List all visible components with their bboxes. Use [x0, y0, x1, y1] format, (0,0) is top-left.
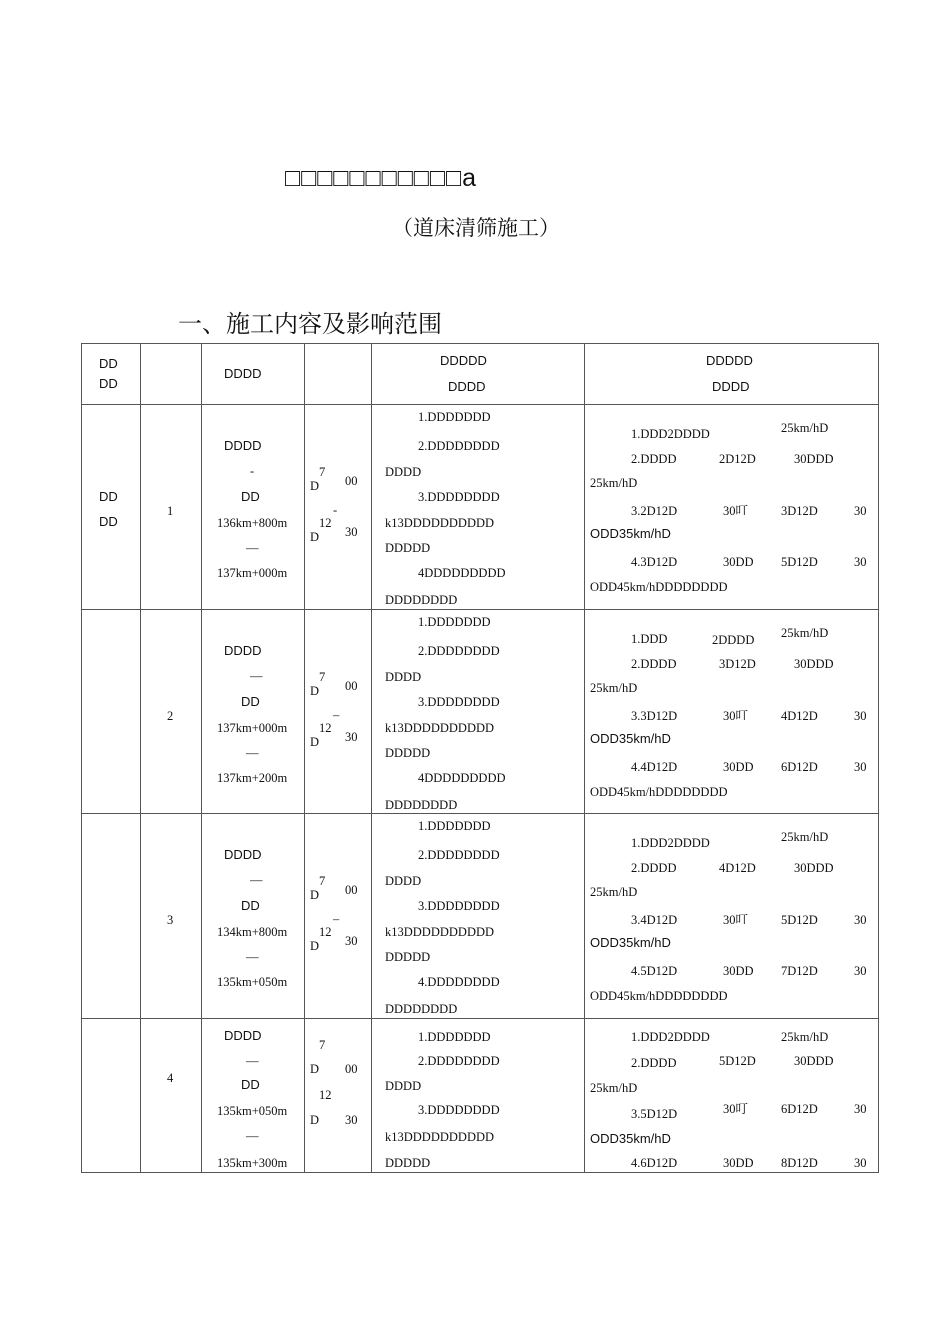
table-cell-km-end: 137km+000m — [217, 566, 288, 577]
table-cell-t-min1: 00 — [345, 883, 358, 897]
table-cell-t-min2: 30 — [345, 730, 358, 744]
table-cell-r2a: 2.DDDD — [631, 1056, 677, 1070]
table-cell-r4b: 30叮 — [723, 504, 749, 515]
table-cell-r3: 25km/hD — [590, 885, 638, 899]
table-cell-line-b: DD — [99, 514, 118, 529]
table-cell-c8: DDDDDDDD — [385, 1002, 458, 1016]
table-cell-km-start: 137km+000m — [217, 721, 288, 735]
table-cell-c8: DDDDDDDD — [385, 798, 458, 812]
table-cell-km-start: 136km+800m — [217, 516, 288, 530]
header-cell: DDDDD — [706, 353, 753, 368]
table-cell-t-top-b: D — [310, 684, 320, 695]
table-cell-c3: DDDD — [385, 874, 422, 888]
table-cell-r1a: 1.DDD2DDDD — [631, 1030, 710, 1044]
table-cell-r6b: 30DD — [723, 555, 754, 566]
table-cell-c7: 4DDDDDDDDD — [418, 771, 506, 782]
table-cell-r4a: 3.3D12D — [631, 709, 678, 720]
table-cell-r4a: 3.2D12D — [631, 504, 678, 515]
table-cell-km-end: 135km+050m — [217, 975, 288, 986]
table-cell-c4: 3.DDDDDDDD — [418, 695, 500, 706]
table-cell-r4d: 30 — [854, 504, 867, 515]
section-heading: 一、施工内容及影响范围 — [178, 310, 442, 338]
table-cell-r2a: 2.DDDD — [631, 861, 677, 872]
header-cell: DD — [99, 356, 118, 371]
table-cell-r4b: 30叮 — [723, 709, 749, 720]
table-cell-seq: 1 — [167, 504, 174, 518]
table-cell-r6b: 30DD — [723, 760, 754, 771]
document-title: □□□□□□□□□□□a — [285, 164, 478, 192]
table-cell-c7: 4.DDDDDDDD — [418, 975, 500, 986]
table-cell-r2a: 2.DDDD — [631, 452, 677, 463]
table-cell-dash0: - — [250, 464, 255, 475]
table-cell-km-start: 135km+050m — [217, 1104, 288, 1118]
table-cell-c3: DDDD — [385, 465, 422, 479]
header-cell: DDDD — [712, 379, 750, 394]
table-cell-t-min2: 30 — [345, 1113, 358, 1127]
table-cell-c5: k13DDDDDDDDDD — [385, 516, 495, 530]
table-cell-r7: ODD45km/hDDDDDDDD — [590, 989, 728, 1003]
table-cell-dash: — — [246, 746, 259, 760]
table-cell-r5: ODD35km/hD — [590, 731, 671, 746]
table-cell-t-bot-b: D — [310, 530, 320, 541]
table-cell-dash0: — — [250, 669, 263, 680]
table-cell-r5: ODD35km/hD — [590, 935, 671, 950]
table-cell-r4b: 30叮 — [723, 1102, 749, 1116]
table-cell-r4d: 30 — [854, 913, 867, 924]
table-cell-r1c: 25km/hD — [781, 830, 829, 844]
table-cell-r1c: 25km/hD — [781, 626, 829, 640]
table-cell-t-top-a: 7 — [319, 1038, 326, 1052]
table-cell-r4c: 3D12D — [781, 504, 818, 515]
table-cell-c3: DDDD — [385, 1079, 422, 1093]
table-cell-t-bot-a: 12 — [319, 925, 332, 939]
document-subtitle: （道床清筛施工） — [392, 216, 560, 240]
table-cell-r1a: 1.DDD2DDDD — [631, 836, 710, 850]
table-cell-r4c: 5D12D — [781, 913, 818, 924]
table-cell-seq: 4 — [167, 1071, 174, 1085]
table-cell-r3: 25km/hD — [590, 476, 638, 490]
table-cell-r7: ODD45km/hDDDDDDDD — [590, 785, 728, 799]
table-cell-km-end: 135km+300m — [217, 1156, 288, 1170]
table-cell-km-end: 137km+200m — [217, 771, 288, 782]
table-cell-r1a: 1.DDD — [631, 632, 668, 646]
table-cell-c2: 2.DDDDDDDD — [418, 848, 500, 859]
table-cell-r2b: 5D12D — [719, 1054, 756, 1068]
table-row — [82, 1018, 880, 1172]
table-cell-t-bot-b: D — [310, 735, 320, 746]
table-cell-r5: ODD35km/hD — [590, 1131, 671, 1146]
table-cell-r4b: 30叮 — [723, 913, 749, 924]
table-cell-t-min1: 00 — [345, 1062, 358, 1076]
table-cell-r7: ODD45km/hDDDDDDDD — [590, 580, 728, 594]
table-cell-dash: — — [246, 541, 259, 555]
table-cell-t-top-b: D — [310, 479, 320, 490]
table-cell-c1: 1.DDDDDDD — [418, 410, 491, 424]
table-cell-t-bot-a: 12 — [319, 1088, 332, 1102]
table-cell-r6a: 4.5D12D — [631, 964, 678, 975]
table-cell-loc1: DDDD — [224, 438, 262, 453]
table-cell-r1b: 2DDDD — [712, 633, 755, 647]
table-cell-t-bot-b: D — [310, 939, 320, 950]
table-cell-loc2: DD — [241, 898, 260, 913]
table-cell-loc2: DD — [241, 489, 260, 504]
table-cell-r4d: 30 — [854, 1102, 867, 1116]
table-cell-t-sep: - — [333, 503, 338, 517]
table-cell-c6: DDDDD — [385, 1156, 431, 1170]
table-cell-c7: 4DDDDDDDDD — [418, 566, 506, 577]
table-cell-c1: 1.DDDDDDD — [418, 1030, 491, 1044]
table-cell-t-min2: 30 — [345, 525, 358, 539]
table-cell-seq: 3 — [167, 913, 174, 927]
table-cell-r6c: 7D12D — [781, 964, 818, 975]
table-cell-dash0: — — [250, 873, 263, 884]
table-cell-c2: 2.DDDDDDDD — [418, 644, 500, 655]
table-cell-t-top-a: 7 — [319, 670, 326, 684]
table-cell-line-a: DD — [99, 489, 118, 504]
table-cell-c6: DDDDD — [385, 541, 431, 552]
table-cell-t-top-a: 7 — [319, 874, 326, 888]
construction-table — [81, 343, 879, 1173]
table-cell-loc1: DDDD — [224, 643, 262, 658]
table-cell-seq: 2 — [167, 709, 174, 723]
table-cell-r6d: 30 — [854, 964, 867, 975]
table-row — [82, 813, 880, 1018]
table-cell-t-sep: – — [333, 708, 340, 722]
table-cell-km-start: 134km+800m — [217, 925, 288, 939]
table-cell-loc1: DDDD — [224, 847, 262, 862]
table-cell-t-bot-a: 12 — [319, 516, 332, 530]
table-cell-dash: — — [246, 1129, 259, 1143]
table-cell-dash: — — [246, 950, 259, 964]
table-cell-r4a: 3.5D12D — [631, 1107, 678, 1121]
header-cell: DDDD — [224, 366, 262, 381]
table-cell-t-min2: 30 — [345, 934, 358, 948]
table-cell-r5: ODD35km/hD — [590, 526, 671, 541]
table-cell-r2b: 4D12D — [719, 861, 756, 872]
header-cell: DD — [99, 376, 118, 391]
table-cell-r6c: 5D12D — [781, 555, 818, 566]
table-cell-t-top-a: 7 — [319, 465, 326, 479]
table-cell-c1: 1.DDDDDDD — [418, 615, 491, 629]
table-cell-r6a: 4.4D12D — [631, 760, 678, 771]
table-row — [82, 404, 880, 609]
table-row — [82, 609, 880, 813]
table-cell-r6d: 30 — [854, 760, 867, 771]
table-cell-c5: k13DDDDDDDDDD — [385, 721, 495, 735]
table-cell-r2b: 3D12D — [719, 657, 756, 668]
table-cell-c5: k13DDDDDDDDDD — [385, 925, 495, 939]
table-cell-c5: k13DDDDDDDDDD — [385, 1130, 495, 1144]
table-cell-r6b: 30DD — [723, 1156, 754, 1170]
table-cell-r2b: 2D12D — [719, 452, 756, 463]
table-cell-r1a: 1.DDD2DDDD — [631, 427, 710, 441]
table-cell-r2c: 30DDD — [794, 861, 834, 872]
table-cell-r1c: 25km/hD — [781, 421, 829, 435]
table-cell-t-min1: 00 — [345, 474, 358, 488]
table-cell-c8: DDDDDDDD — [385, 593, 458, 607]
table-cell-t-bot-a: 12 — [319, 721, 332, 735]
table-cell-r2c: 30DDD — [794, 657, 834, 668]
table-cell-t-min1: 00 — [345, 679, 358, 693]
table-cell-r2c: 30DDD — [794, 1054, 834, 1068]
table-cell-r6c: 6D12D — [781, 760, 818, 771]
header-cell: DDDDD — [440, 353, 487, 368]
table-cell-c3: DDDD — [385, 670, 422, 684]
table-cell-r6c: 8D12D — [781, 1156, 818, 1170]
table-cell-r6a: 4.3D12D — [631, 555, 678, 566]
header-cell: DDDD — [448, 379, 486, 394]
table-cell-c2: 2.DDDDDDDD — [418, 439, 500, 450]
table-cell-c4: 3.DDDDDDDD — [418, 1103, 500, 1117]
table-cell-c4: 3.DDDDDDDD — [418, 490, 500, 501]
table-cell-dash0: — — [246, 1054, 259, 1068]
table-cell-t-bot-b: D — [310, 1113, 320, 1127]
table-cell-loc1: DDDD — [224, 1028, 262, 1043]
table-cell-r6d: 30 — [854, 555, 867, 566]
table-cell-r4c: 4D12D — [781, 709, 818, 720]
table-cell-c6: DDDDD — [385, 746, 431, 757]
table-cell-c6: DDDDD — [385, 950, 431, 961]
table-cell-r3: 25km/hD — [590, 1081, 638, 1095]
table-cell-r4a: 3.4D12D — [631, 913, 678, 924]
table-cell-t-top-b: D — [310, 1062, 320, 1076]
table-cell-loc2: DD — [241, 1077, 260, 1092]
table-cell-r6a: 4.6D12D — [631, 1156, 678, 1170]
table-cell-r4d: 30 — [854, 709, 867, 720]
table-cell-r4c: 6D12D — [781, 1102, 818, 1116]
table-cell-r3: 25km/hD — [590, 681, 638, 695]
table-cell-r6b: 30DD — [723, 964, 754, 975]
table-cell-loc2: DD — [241, 694, 260, 709]
table-cell-t-sep: – — [333, 912, 340, 926]
table-cell-c4: 3.DDDDDDDD — [418, 899, 500, 910]
table-cell-c1: 1.DDDDDDD — [418, 819, 491, 833]
table-cell-r2c: 30DDD — [794, 452, 834, 463]
table-cell-r2a: 2.DDDD — [631, 657, 677, 668]
table-cell-c2: 2.DDDDDDDD — [418, 1054, 500, 1068]
table-cell-r1c: 25km/hD — [781, 1030, 829, 1044]
table-cell-r6d: 30 — [854, 1156, 867, 1170]
table-cell-t-top-b: D — [310, 888, 320, 899]
